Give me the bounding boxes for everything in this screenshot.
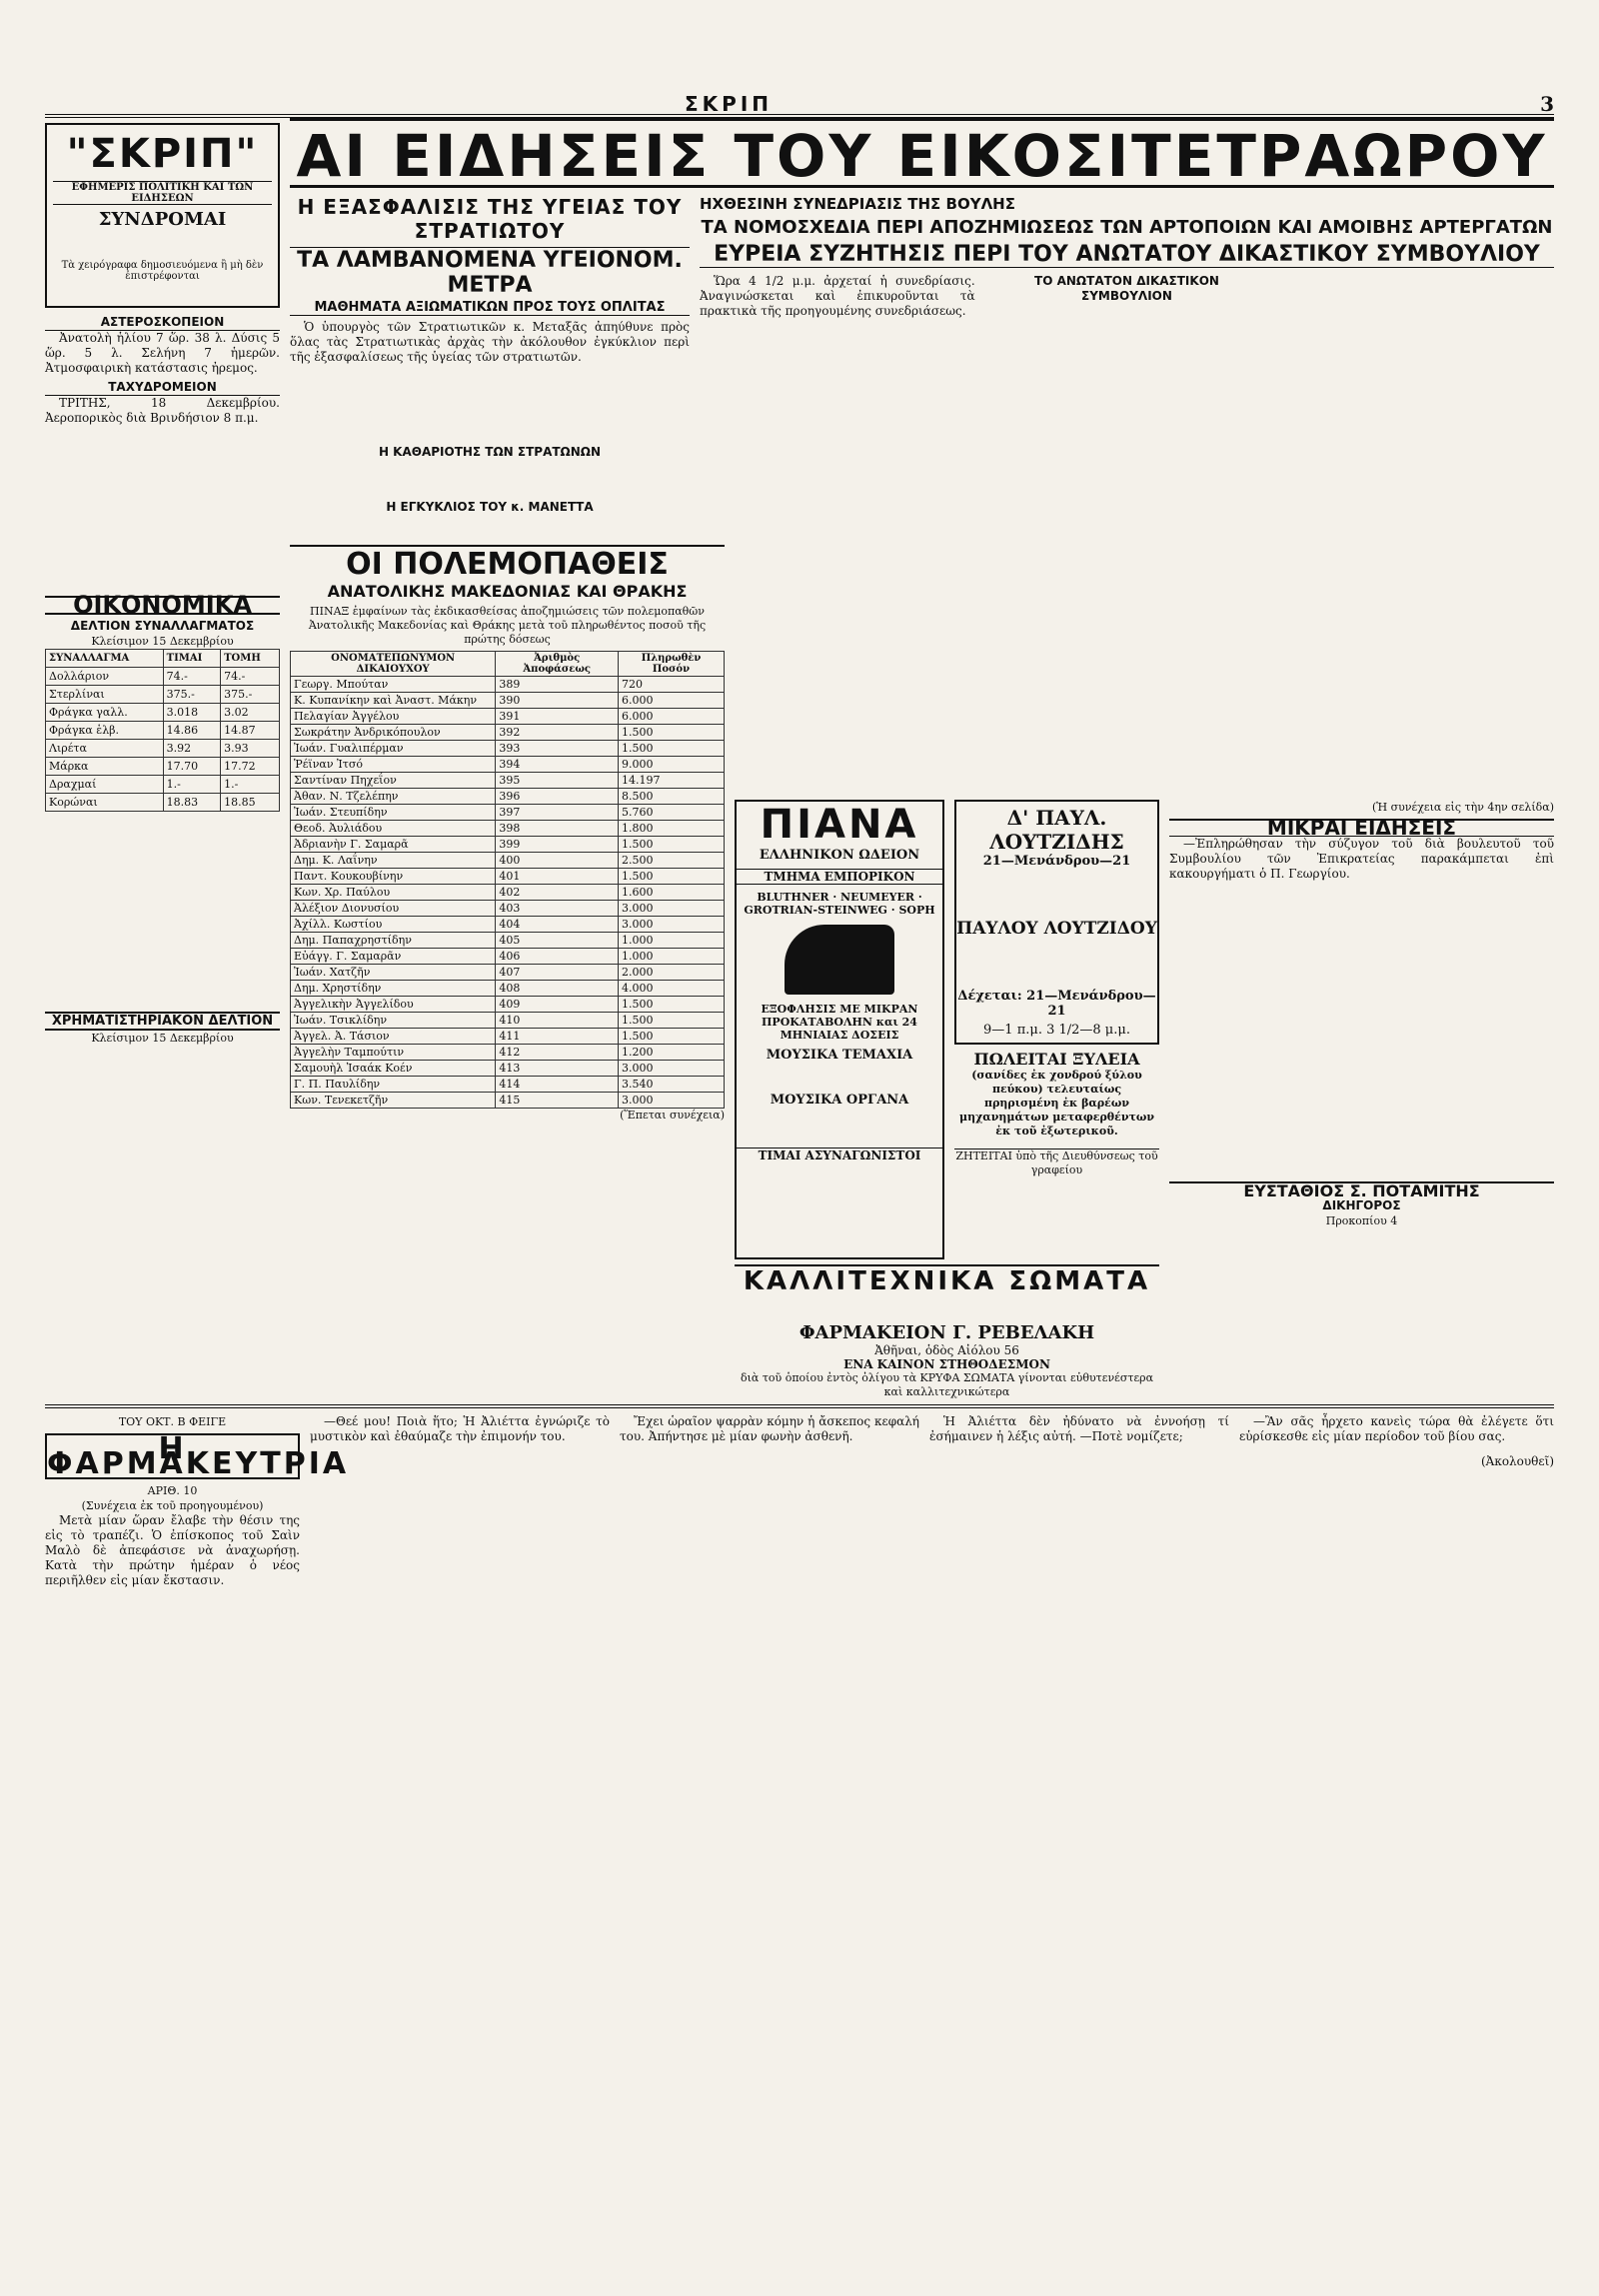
ref-cell-2: 14.197 bbox=[618, 773, 724, 789]
table-row bbox=[291, 1093, 725, 1109]
post-heading: ΤΑΧΥΔΡΟΜΕΙΟΝ bbox=[45, 380, 280, 396]
ref-cell-1: 393 bbox=[496, 741, 619, 757]
serial-title: Η ΦΑΡΜΑΚΕΥΤΡΙΑ bbox=[47, 1431, 350, 1481]
rates-cell-2: 18.85 bbox=[221, 794, 280, 812]
ref-cell-1: 395 bbox=[496, 773, 619, 789]
rates-cell-1: 18.83 bbox=[163, 794, 220, 812]
lawyer-address: Προκοπίου 4 bbox=[1325, 1214, 1398, 1227]
rates-cell-0: Μάρκα bbox=[46, 758, 164, 776]
serial-column bbox=[45, 1414, 350, 2274]
refugees-sub: ΑΝΑΤΟΛΙΚΗΣ ΜΑΚΕΔΟΝΙΑΣ ΚΑΙ ΘΡΑΚΗΣ bbox=[327, 582, 688, 601]
ref-cell-0: Σωκράτην Ἀνδρικόπουλον bbox=[291, 725, 496, 741]
rates-cell-2: 14.87 bbox=[221, 722, 280, 740]
piano-music: ΜΟΥΣΙΚΑ ΤΕΜΑΧΙΑ bbox=[766, 1048, 913, 1063]
serial-text: Μετὰ μίαν ὥραν ἔλαβε τὴν θέσιν της εἰς τὸ τραπέζι. Ὁ ἐπίσκοπος τοῦ Σαὶν Μαλὸ δὲ ἀπεφάσισε νὰ ἀναχωρήσῃ. Κατὰ τὴν πρώτην ἡμέραν ὁ νέος περιῆλθεν εἰς μίαν ἔκστασιν. bbox=[45, 1513, 300, 1587]
ref-cell-0: Δημ. Παπαχρηστίδην bbox=[291, 933, 496, 949]
table-row bbox=[46, 722, 280, 740]
ref-cell-2: 3.540 bbox=[618, 1077, 724, 1093]
ref-cell-2: 1.500 bbox=[618, 837, 724, 853]
rates-cell-1: 17.70 bbox=[163, 758, 220, 776]
rates-cell-0: Λιρέτα bbox=[46, 740, 164, 758]
ref-cell-2: 8.500 bbox=[618, 789, 724, 805]
ref-cell-0: Γεωργ. Μπούταν bbox=[291, 677, 496, 693]
serial-cont: (Συνέχεια ἐκ τοῦ προηγουμένου) bbox=[81, 1499, 264, 1512]
ref-cell-2: 1.200 bbox=[618, 1045, 724, 1061]
ref-cell-0: Παντ. Κουκουβίνην bbox=[291, 869, 496, 885]
ref-cell-2: 9.000 bbox=[618, 757, 724, 773]
astro-heading: ΑΣΤΕΡΟΣΚΟΠΕΙΟΝ bbox=[45, 315, 280, 331]
ref-cell-0: Ἀδριανὴν Γ. Σαμαρᾶ bbox=[291, 837, 496, 853]
piano-sub: ΕΛΛΗΝΙΚΟΝ ΩΔΕΙΟΝ bbox=[759, 848, 920, 863]
news-title: ΜΙΚΡΑΙ ΕΙΔΗΣΕΙΣ bbox=[1169, 819, 1554, 837]
doctor-ad bbox=[954, 800, 1159, 1045]
table-row bbox=[291, 1013, 725, 1029]
health-sub1: ΤΑ ΛΑΜΒΑΝΟΜΕΝΑ ΥΓΕΙΟΝΟΜ. ΜΕΤΡΑ bbox=[290, 247, 690, 298]
ref-cell-0: Ἀγγελὴν Ταμπούτιν bbox=[291, 1045, 496, 1061]
bottom-text-5: —Ἂν σᾶς ἦρχετο κανεὶς τώρα θὰ ἐλέγετε ὅτι εὑρίσκεσθε εἰς μίαν περίοδον τοῦ βίου σας. bbox=[1239, 1414, 1554, 1443]
ref-cell-0: Θεοδ. Ἀυλιάδου bbox=[291, 821, 496, 837]
table-row bbox=[291, 1061, 725, 1077]
rates-table bbox=[45, 649, 280, 812]
table-row bbox=[291, 1077, 725, 1093]
table-row bbox=[291, 997, 725, 1013]
ref-cell-2: 720 bbox=[618, 677, 724, 693]
rates-cell-0: Στερλίναι bbox=[46, 686, 164, 704]
wood-text: (σανίδες ἐκ χονδρού ξύλου πεύκου) τελευταίως πρηρισμένη ἐκ βαρέων μηχανημάτων μεταφερθέντων ἐκ τοῦ ἐξωτερικοῦ. bbox=[959, 1069, 1154, 1138]
ref-cell-0: Σαντίναν Πηχεΐον bbox=[291, 773, 496, 789]
astro-text: Ἀνατολὴ ἡλίου 7 ὥρ. 38 λ. Δύσις 5 ὥρ. 5 λ. Σελήνη 7 ἡμερῶν. Ἀτμοσφαιρικὴ κατάστασις ἠρεμος. bbox=[45, 331, 280, 375]
right-column bbox=[1169, 800, 1554, 1394]
rates-cell-2: 375.- bbox=[221, 686, 280, 704]
ref-cell-2: 6.000 bbox=[618, 709, 724, 725]
rates-header-1: ΤΙΜΑΙ bbox=[163, 650, 220, 668]
ref-cell-2: 2.500 bbox=[618, 853, 724, 869]
ref-cell-2: 4.000 bbox=[618, 981, 724, 997]
refugees-cont: (Ἕπεται συνέχεια) bbox=[620, 1109, 725, 1122]
parliament-sub1: ΤΑ ΝΟΜΟΣΧΕΔΙΑ ΠΕΡΙ ΑΠΟΖΗΜΙΩΣΕΩΣ ΤΩΝ ΑΡΤΟΠΟΙΩΝ ΚΑΙ ΑΜΟΙΒΗΣ ΑΡΤΕΡΓΑΤΩΝ bbox=[701, 217, 1553, 238]
ref-cell-1: 414 bbox=[496, 1077, 619, 1093]
masthead-name: "ΣΚΡΙΠ" bbox=[66, 131, 259, 177]
table-row bbox=[291, 805, 725, 821]
ref-cell-0: Πελαγίαν Ἀγγέλου bbox=[291, 709, 496, 725]
art-text: διὰ τοῦ ὁποίου ἐντὸς ὀλίγου τὰ ΚΡΥΦΑ ΣΩΜΑΤΑ γίνονται εὐθυτενέστερα καὶ καλλιτεχνικώτερα bbox=[740, 1371, 1154, 1398]
wood-title: ΠΩΛΕΙΤΑΙ ΞΥΛΕΙΑ bbox=[973, 1050, 1140, 1069]
ref-cell-0: Ἰωάν. Τσικλίδην bbox=[291, 1013, 496, 1029]
top-bar-title: ΣΚΡΙΠ bbox=[685, 92, 773, 116]
bottom-divider bbox=[45, 1404, 1554, 1408]
table-row bbox=[291, 981, 725, 997]
masthead-note: Τὰ χειρόγραφα δημοσιευόμενα ἢ μὴ δὲν ἐπιστρέφονται bbox=[61, 260, 264, 282]
rates-title: ΔΕΛΤΙΟΝ ΣΥΝΑΛΛΑΓΜΑΤΟΣ bbox=[70, 619, 255, 633]
table-row bbox=[291, 725, 725, 741]
ref-cell-2: 1.000 bbox=[618, 949, 724, 965]
ref-cell-2: 1.500 bbox=[618, 997, 724, 1013]
table-row bbox=[291, 709, 725, 725]
art-ad bbox=[735, 1264, 1159, 1398]
ref-cell-0: Δημ. Κ. Λαΐνην bbox=[291, 853, 496, 869]
parliament-mid: ΤΟ ΑΝΩΤΑΤΟΝ ΔΙΚΑΣΤΙΚΟΝ ΣΥΜΒΟΥΛΙΟΝ bbox=[1034, 274, 1219, 303]
table-row bbox=[291, 1029, 725, 1045]
serial-label: ΤΟΥ ΟΚΤ. Β ΦΕΙΓΕ bbox=[118, 1415, 227, 1428]
table-row bbox=[46, 776, 280, 794]
ref-cell-0: Ἀθαν. Ν. Τζελέπην bbox=[291, 789, 496, 805]
ref-cell-0: Σαμουὴλ Ἰσαάκ Κοέν bbox=[291, 1061, 496, 1077]
bottom-col-4 bbox=[929, 1414, 1229, 2274]
bottom-col-3 bbox=[620, 1414, 919, 2274]
ref-cell-0: Ῥέϊναν Ἰτσό bbox=[291, 757, 496, 773]
top-bar bbox=[45, 92, 1554, 118]
health-mid1: Η ΚΑΘΑΡΙΟΤΗΣ ΤΩΝ ΣΤΡΑΤΩΝΩΝ bbox=[378, 445, 602, 459]
health-text: Ὁ ὑπουργὸς τῶν Στρατιωτικῶν κ. Μεταξᾶς ἀπηύθυνε πρὸς ὅλας τὰς Στρατιωτικὰς ἀρχὰς τὴν ἀκόλουθον ἐγκύκλιον περὶ τῆς ἐξασφαλίσεως τῆς ὑγείας τῶν στρατιωτῶν. bbox=[290, 320, 690, 364]
bottom-col-5 bbox=[1239, 1414, 1554, 2274]
ref-cell-0: Ἰωάν. Γυαλιπέρμαν bbox=[291, 741, 496, 757]
ref-cell-2: 6.000 bbox=[618, 693, 724, 709]
art-address: Ἀθῆναι, ὁδὸς Αἰόλου 56 bbox=[874, 1343, 1019, 1357]
right-cont: (Ἡ συνέχεια εἰς τὴν 4ην σελίδα) bbox=[1371, 801, 1554, 814]
ref-cell-1: 396 bbox=[496, 789, 619, 805]
ref-cell-0: Ἀγγελ. Ἀ. Τάσιον bbox=[291, 1029, 496, 1045]
ref-cell-0: Ἀλέξιον Διονυσίου bbox=[291, 901, 496, 917]
rates-cell-0: Φράγκα γαλλ. bbox=[46, 704, 164, 722]
piano-brands: BLUTHNER · NEUMEYER · GROTRIAN-STEINWEG · SOPH bbox=[744, 891, 935, 917]
ref-cell-0: Ἰωάν. Χατζῆν bbox=[291, 965, 496, 981]
rates-cell-1: 14.86 bbox=[163, 722, 220, 740]
rates-cell-2: 3.02 bbox=[221, 704, 280, 722]
doctor-title: Δ' ΠΑΥΛ. ΛΟΥΤΖΙΔΗΣ bbox=[989, 806, 1124, 854]
ref-cell-2: 1.600 bbox=[618, 885, 724, 901]
bourse-title: ΧΡΗΜΑΤΙΣΤΗΡΙΑΚΟΝ ΔΕΛΤΙΟΝ bbox=[45, 1012, 280, 1031]
bottom-col-2 bbox=[310, 1414, 610, 2274]
table-row bbox=[291, 789, 725, 805]
rates-cell-1: 3.018 bbox=[163, 704, 220, 722]
ref-cell-1: 398 bbox=[496, 821, 619, 837]
bourse-date: Κλείσιμον 15 Δεκεμβρίου bbox=[91, 1032, 234, 1045]
news-text: —Ἐπληρώθησαν τὴν σύζυγον τοῦ διὰ βουλευτοῦ τοῦ Συμβουλίου τῶν Ἐπικρατείας παρακάμπεται ἐπὶ κακουργήματι ὁ Π. Γεωργίου. bbox=[1169, 837, 1554, 881]
ref-cell-1: 403 bbox=[496, 901, 619, 917]
ref-cell-1: 391 bbox=[496, 709, 619, 725]
serial-issue: ΑΡΙΘ. 10 bbox=[147, 1484, 198, 1497]
table-row bbox=[291, 741, 725, 757]
ref-cell-1: 410 bbox=[496, 1013, 619, 1029]
refugees-intro: ΠΙΝΑΞ ἐμφαίνων τὰς ἐκδικασθείσας ἀποζημιώσεις τῶν πολεμοπαθῶν Ἀνατολικῆς Μακεδονίας καὶ Θράκης μετὰ τοῦ πληρωθέντος ποσοῦ τῆς πρώτης δόσεως bbox=[308, 605, 707, 646]
refugees-table bbox=[290, 651, 725, 1109]
rates-cell-2: 74.- bbox=[221, 668, 280, 686]
bottom-text-3: Ἔχει ὡραῖον ψαρρὰν κόμην ἡ ἄσκεπος κεφαλή του. Ἀπήντησε μὲ μίαν φωνὴν ἀσθενῆ. bbox=[620, 1414, 919, 1443]
ref-header-1: Ἀριθμὸς Ἀποφάσεως bbox=[496, 652, 619, 677]
ref-cell-0: Δημ. Χρηστίδην bbox=[291, 981, 496, 997]
ref-cell-1: 401 bbox=[496, 869, 619, 885]
bottom-text-4: Ἡ Ἀλιέττα δὲν ἠδύνατο νὰ ἐννοήσῃ τί ἐσήμαινεν ἡ λέξις αὐτή. —Ποτὲ νομίζετε; bbox=[929, 1414, 1229, 1443]
ref-cell-1: 415 bbox=[496, 1093, 619, 1109]
ref-cell-1: 409 bbox=[496, 997, 619, 1013]
art-title: ΚΑΛΛΙΤΕΧΝΙΚΑ ΣΩΜΑΤΑ bbox=[743, 1266, 1151, 1296]
rates-cell-2: 17.72 bbox=[221, 758, 280, 776]
ref-cell-2: 3.000 bbox=[618, 901, 724, 917]
health-title: Η ΕΞΑΣΦΑΛΙΣΙΣ ΤΗΣ ΥΓΕΙΑΣ ΤΟΥ ΣΤΡΑΤΙΩΤΟΥ bbox=[297, 195, 683, 243]
ref-cell-0: Εὐάγγ. Γ. Σαμαρᾶν bbox=[291, 949, 496, 965]
ref-cell-1: 400 bbox=[496, 853, 619, 869]
wood-wanted: ΖΗΤΕΙΤΑΙ ὑπὸ τῆς Διευθύνσεως τοῦ γραφείου bbox=[955, 1149, 1158, 1176]
ref-cell-1: 392 bbox=[496, 725, 619, 741]
ref-cell-2: 1.500 bbox=[618, 741, 724, 757]
rates-cell-0: Δραχμαί bbox=[46, 776, 164, 794]
table-row bbox=[291, 965, 725, 981]
rates-cell-2: 1.- bbox=[221, 776, 280, 794]
table-row bbox=[46, 668, 280, 686]
ref-cell-2: 1.500 bbox=[618, 869, 724, 885]
ref-cell-2: 3.000 bbox=[618, 917, 724, 933]
banner-headline: ΑΙ ΕΙΔΗΣΕΙΣ ΤΟΥ ΕΙΚΟΣΙΤΕΤΡΑΩΡΟΥ bbox=[290, 118, 1554, 188]
ref-cell-1: 394 bbox=[496, 757, 619, 773]
ref-header-2: Πληρωθὲν Ποσόν bbox=[618, 652, 724, 677]
rates-cell-0: Φράγκα ἑλβ. bbox=[46, 722, 164, 740]
table-row bbox=[291, 949, 725, 965]
ref-cell-1: 406 bbox=[496, 949, 619, 965]
ref-cell-1: 404 bbox=[496, 917, 619, 933]
ref-cell-0: Κων. Τενεκετζῆν bbox=[291, 1093, 496, 1109]
piano-title: ΠΙΑΝΑ bbox=[760, 802, 919, 848]
table-row bbox=[291, 837, 725, 853]
bottom-text-2: —Θεέ μου! Ποιὰ ἥτο; Ἡ Ἀλιέττα ἐγνώριζε τὸ μυστικὸν καὶ ἐθαύμαζε τὴν ἐπιμονήν του. bbox=[310, 1414, 610, 1443]
rates-cell-0: Δολλάριον bbox=[46, 668, 164, 686]
bottom-end: (Ἀκολουθεῖ) bbox=[1480, 1454, 1554, 1468]
rates-cell-1: 375.- bbox=[163, 686, 220, 704]
table-row bbox=[46, 758, 280, 776]
ref-cell-1: 413 bbox=[496, 1061, 619, 1077]
art-sub2: ΕΝΑ ΚΑΙΝΟΝ ΣΤΗΘΟΔΕΣΜΟΝ bbox=[843, 1357, 1050, 1371]
doctor-hours: Δέχεται: 21—Μενάνδρου—21 bbox=[957, 989, 1156, 1019]
lawyer-sub: ΔΙΚΗΓΟΡΟΣ bbox=[1322, 1198, 1401, 1212]
parliament-sub2: ΕΥΡΕΙΑ ΣΥΖΗΤΗΣΙΣ ΠΕΡΙ ΤΟΥ ΑΝΩΤΑΤΟΥ ΔΙΚΑΣΤΙΚΟΥ ΣΥΜΒΟΥΛΙΟΥ bbox=[700, 242, 1554, 268]
piano-dept: ΤΜΗΜΑ ΕΜΠΟΡΙΚΟΝ bbox=[737, 869, 942, 885]
doctor-address: 21—Μενάνδρου—21 bbox=[982, 854, 1131, 869]
ref-cell-2: 1.500 bbox=[618, 1029, 724, 1045]
table-row bbox=[291, 885, 725, 901]
ref-cell-2: 1.000 bbox=[618, 933, 724, 949]
ref-cell-1: 407 bbox=[496, 965, 619, 981]
lawyer-title: ΕΥΣΤΑΘΙΟΣ Σ. ΠΟΤΑΜΙΤΗΣ bbox=[1169, 1181, 1554, 1198]
health-article bbox=[290, 195, 690, 535]
table-row bbox=[46, 794, 280, 812]
ref-cell-0: Ἰωάν. Στευπίδην bbox=[291, 805, 496, 821]
post-text: ΤΡΙΤΗΣ, 18 Δεκεμβρίου. Ἀεροπορικὸς διὰ Βρινδήσιον 8 π.μ. bbox=[45, 396, 280, 425]
table-row bbox=[291, 917, 725, 933]
doctor-time: 9—1 π.μ. 3 1/2—8 μ.μ. bbox=[983, 1023, 1130, 1038]
ref-cell-1: 389 bbox=[496, 677, 619, 693]
parliament-title: ΗΧΘΕΣΙΝΗ ΣΥΝΕΔΡΙΑΣΙΣ ΤΗΣ ΒΟΥΛΗΣ bbox=[700, 195, 1015, 213]
table-row bbox=[46, 740, 280, 758]
rates-header-0: ΣΥΝΑΛΛΑΓΜΑ bbox=[46, 650, 164, 668]
ref-cell-2: 3.000 bbox=[618, 1061, 724, 1077]
table-row bbox=[291, 1045, 725, 1061]
table-row bbox=[291, 869, 725, 885]
table-row bbox=[291, 933, 725, 949]
ref-cell-2: 2.000 bbox=[618, 965, 724, 981]
piano-org: ΜΟΥΣΙΚΑ ΟΡΓΑΝΑ bbox=[770, 1093, 909, 1108]
ref-cell-1: 402 bbox=[496, 885, 619, 901]
ref-cell-2: 1.500 bbox=[618, 725, 724, 741]
ref-cell-0: Ἀχίλλ. Κωστίου bbox=[291, 917, 496, 933]
table-row bbox=[46, 686, 280, 704]
refugees-section bbox=[290, 545, 725, 1364]
piano-price: ΤΙΜΑΙ ΑΣΥΝΑΓΩΝΙΣΤΟΙ bbox=[737, 1148, 942, 1162]
ref-cell-1: 397 bbox=[496, 805, 619, 821]
health-sub2: ΜΑΘΗΜΑΤΑ ΑΞΙΩΜΑΤΙΚΩΝ ΠΡΟΣ ΤΟΥΣ ΟΠΛΙΤΑΣ bbox=[290, 300, 690, 316]
masthead bbox=[45, 123, 280, 308]
table-row bbox=[291, 821, 725, 837]
rates-header-2: ΤΟΜΗ bbox=[221, 650, 280, 668]
art-sub: ΦΑΡΜΑΚΕΙΟΝ Γ. ΡΕΒΕΛΑΚΗ bbox=[799, 1322, 1095, 1343]
table-row bbox=[291, 693, 725, 709]
ref-cell-0: Κων. Χρ. Παύλου bbox=[291, 885, 496, 901]
table-row bbox=[291, 677, 725, 693]
ref-cell-2: 3.000 bbox=[618, 1093, 724, 1109]
parliament-article bbox=[700, 195, 1554, 795]
piano-icon bbox=[785, 925, 894, 995]
ref-cell-1: 399 bbox=[496, 837, 619, 853]
rates-date: Κλείσιμον 15 Δεκεμβρίου bbox=[91, 635, 234, 648]
refugees-title: ΟΙ ΠΟΛΕΜΟΠΑΘΕΙΣ bbox=[290, 545, 725, 582]
ref-cell-2: 1.800 bbox=[618, 821, 724, 837]
ref-cell-0: Κ. Κυπανίκην καὶ Ἀναστ. Μάκην bbox=[291, 693, 496, 709]
masthead-tagline: ΕΦΗΜΕΡΙΣ ΠΟΛΙΤΙΚΗ ΚΑΙ ΤΩΝ ΕΙΔΗΣΕΩΝ bbox=[53, 181, 272, 205]
subscriptions-heading: ΣΥΝΔΡΟΜΑΙ bbox=[98, 209, 227, 230]
rates-cell-2: 3.93 bbox=[221, 740, 280, 758]
ref-header-0: ΟΝΟΜΑΤΕΠΩΝΥΜΟΝ ΔΙΚΑΙΟΥΧΟΥ bbox=[291, 652, 496, 677]
rates-cell-1: 74.- bbox=[163, 668, 220, 686]
health-mid2: Η ΕΓΚΥΚΛΙΟΣ ΤΟΥ κ. ΜΑΝΕΤΤΑ bbox=[386, 500, 594, 514]
table-row bbox=[291, 773, 725, 789]
doctor-name: ΠΑΥΛΟΥ ΛΟΥΤΖΙΔΟΥ bbox=[956, 919, 1157, 939]
ref-cell-1: 408 bbox=[496, 981, 619, 997]
piano-terms: ΕΞΟΦΛΗΣΙΣ ΜΕ ΜΙΚΡΑΝ ΠΡΟΚΑΤΑΒΟΛΗΝ και 24 ΜΗΝΙΑΙΑΣ ΔΟΣΕΙΣ bbox=[761, 1003, 918, 1042]
parliament-text: Ὥρα 4 1/2 μ.μ. ἀρχεταί ἡ συνεδρίασις. Ἀναγινώσκεται καὶ ἐπικυροῦνται τὰ πρακτικὰ τῆς προηγουμένης συνεδριάσεως. bbox=[700, 274, 975, 318]
ref-cell-1: 405 bbox=[496, 933, 619, 949]
ref-cell-1: 411 bbox=[496, 1029, 619, 1045]
rates-cell-1: 3.92 bbox=[163, 740, 220, 758]
ref-cell-0: Γ. Π. Παυλίδην bbox=[291, 1077, 496, 1093]
table-row bbox=[291, 853, 725, 869]
table-row bbox=[46, 704, 280, 722]
page-number: 3 bbox=[1540, 92, 1554, 116]
ref-cell-1: 390 bbox=[496, 693, 619, 709]
piano-ad bbox=[735, 800, 944, 1259]
ref-cell-0: Ἀγγελικὴν Ἀγγελίδου bbox=[291, 997, 496, 1013]
rates-cell-0: Κορώναι bbox=[46, 794, 164, 812]
rates-cell-1: 1.- bbox=[163, 776, 220, 794]
ref-cell-2: 5.760 bbox=[618, 805, 724, 821]
table-row bbox=[291, 901, 725, 917]
table-row bbox=[291, 757, 725, 773]
economics-heading: ΟΙΚΟΝΟΜΙΚΑ bbox=[45, 596, 280, 615]
wood-ad bbox=[954, 1050, 1159, 1199]
ref-cell-1: 412 bbox=[496, 1045, 619, 1061]
ref-cell-2: 1.500 bbox=[618, 1013, 724, 1029]
